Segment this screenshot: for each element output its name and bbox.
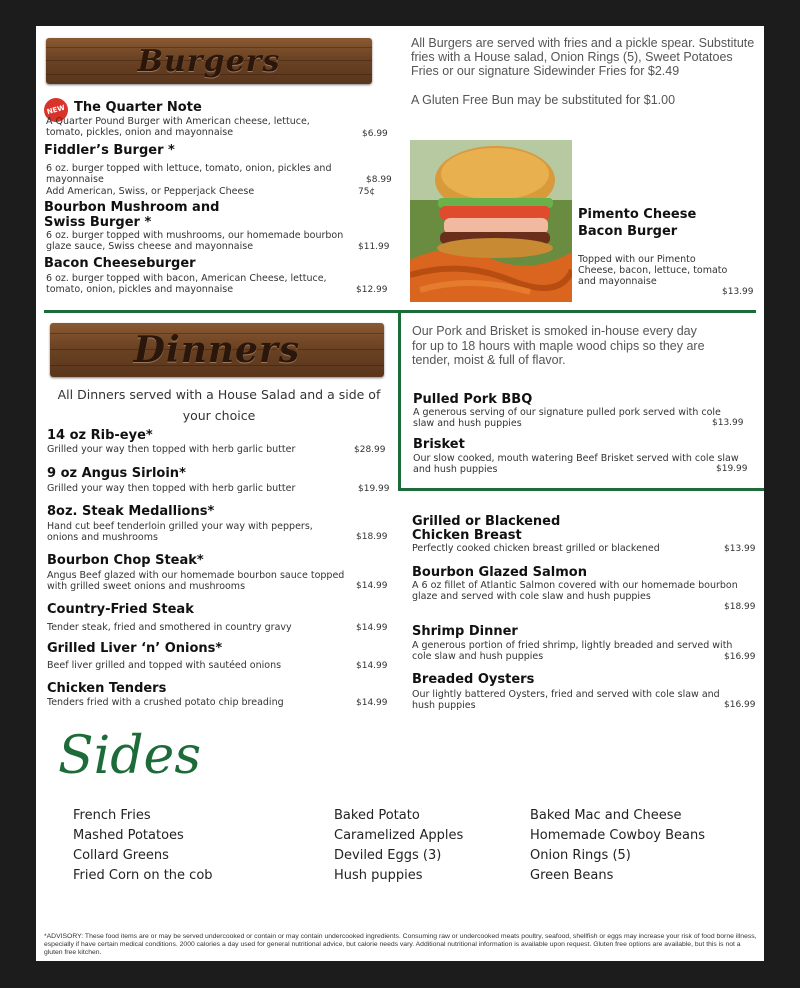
feature-burger-desc: Topped with our Pimento Cheese, bacon, lettuce, tomato and mayonnaise xyxy=(578,254,728,287)
side-item: Baked Mac and Cheese xyxy=(530,808,682,823)
burgers-intro: All Burgers are served with fries and a pickle spear. Substitute fries with a House salad, Onion Rings (5), Sweet Potatoes Fries or our signature Sidewinder Fries for $2.49 xyxy=(411,36,755,78)
dinners-intro: All Dinners served with a House Salad and a side of your choice xyxy=(57,387,381,423)
dinner-title-medallions: 8oz. Steak Medallions* xyxy=(47,504,215,519)
dinner-title-chicken-breast: Grilled or Blackened Chicken Breast xyxy=(412,514,561,543)
dinner-title-chicken-tenders: Chicken Tenders xyxy=(47,681,167,696)
dinner-price-oysters: $16.99 xyxy=(724,700,756,710)
dinner-title-sirloin: 9 oz Angus Sirloin* xyxy=(47,466,186,481)
side-item: Deviled Eggs (3) xyxy=(334,848,442,863)
side-item: French Fries xyxy=(73,808,151,823)
burger-price-quarter-note: $6.99 xyxy=(362,129,388,139)
dinner-desc-chop-steak: Angus Beef glazed with our homemade bourbon sauce topped with grilled sweet onions and mushrooms xyxy=(47,570,345,592)
dinner-desc-salmon: A 6 oz fillet of Atlantic Salmon covered with our homemade bourbon glaze and served with cole slaw and hush puppies xyxy=(412,580,738,602)
dinners-header: Dinners xyxy=(133,329,301,371)
burger-title-bourbon-mushroom: Bourbon Mushroom and Swiss Burger * xyxy=(44,200,220,230)
dinner-price-chicken-tenders: $14.99 xyxy=(356,698,388,708)
burger-addon-price: 75¢ xyxy=(358,187,376,197)
dinner-price-salmon: $18.99 xyxy=(724,602,756,612)
burger-desc-quarter-note: A Quarter Pound Burger with American cheese, lettuce, tomato, pickles, onion and mayonnaise xyxy=(46,116,310,138)
dinner-desc-country-fried: Tender steak, fried and smothered in country gravy xyxy=(47,622,292,633)
side-item: Homemade Cowboy Beans xyxy=(530,828,705,843)
bbq-desc-pulled-pork: A generous serving of our signature pulled pork served with cole slaw and hush puppies xyxy=(413,407,721,429)
dinner-desc-oysters: Our lightly battered Oysters, fried and served with cole slaw and hush puppies xyxy=(412,689,720,711)
burger-title-quarter-note: The Quarter Note xyxy=(74,100,202,115)
green-box-bottom-border xyxy=(398,488,764,491)
burger-desc-fiddlers: 6 oz. burger topped with lettuce, tomato, onion, pickles and mayonnaise xyxy=(46,163,332,185)
dinner-price-chop-steak: $14.99 xyxy=(356,581,388,591)
bbq-desc-brisket: Our slow cooked, mouth watering Beef Brisket served with cole slaw and hush puppies xyxy=(413,453,739,475)
side-item: Caramelized Apples xyxy=(334,828,464,843)
dinner-price-medallions: $18.99 xyxy=(356,532,388,542)
burger-price-bacon-cheeseburger: $12.99 xyxy=(356,285,388,295)
dinner-desc-liver-onions: Beef liver grilled and topped with sautéed onions xyxy=(47,660,282,671)
dinner-price-chicken-breast: $13.99 xyxy=(724,544,756,554)
side-item: Green Beans xyxy=(530,868,614,883)
burger-desc-bacon-cheeseburger: 6 oz. burger topped with bacon, American Cheese, lettuce, tomato, onion, pickles and mayonnaise xyxy=(46,273,327,295)
burger-price-bourbon-mushroom: $11.99 xyxy=(358,242,390,252)
dinners-header-plank xyxy=(50,323,384,377)
dinner-price-ribeye: $28.99 xyxy=(354,445,386,455)
bbq-title-brisket: Brisket xyxy=(413,437,465,452)
bbq-intro: Our Pork and Brisket is smoked in-house every day for up to 18 hours with maple wood chips so they are tender, moist & full of flavor. xyxy=(412,324,705,367)
menu-page xyxy=(36,26,764,961)
dinner-title-shrimp: Shrimp Dinner xyxy=(412,624,518,639)
dinner-price-shrimp: $16.99 xyxy=(724,652,756,662)
dinner-title-salmon: Bourbon Glazed Salmon xyxy=(412,565,587,580)
side-item: Onion Rings (5) xyxy=(530,848,631,863)
dinner-title-ribeye: 14 oz Rib-eye* xyxy=(47,428,153,443)
dinner-desc-chicken-breast: Perfectly cooked chicken breast grilled or blackened xyxy=(412,543,660,554)
dinner-price-sirloin: $19.99 xyxy=(358,484,390,494)
burger-title-bacon-cheeseburger: Bacon Cheeseburger xyxy=(44,256,196,271)
burgers-header-plank xyxy=(46,38,372,84)
burger-title-fiddlers: Fiddler’s Burger * xyxy=(44,143,175,158)
side-item: Fried Corn on the cob xyxy=(73,868,213,883)
dinner-desc-chicken-tenders: Tenders fried with a crushed potato chip breading xyxy=(47,697,284,708)
bbq-price-pulled-pork: $13.99 xyxy=(712,418,744,428)
burger-desc-bourbon-mushroom: 6 oz. burger topped with mushrooms, our homemade bourbon glaze sauce, Swiss cheese and mayonnaise xyxy=(46,230,344,252)
side-item: Collard Greens xyxy=(73,848,169,863)
new-badge-label: NEW xyxy=(46,103,66,117)
sides-col-3 xyxy=(530,808,705,888)
side-item: Baked Potato xyxy=(334,808,420,823)
sides-header: Sides xyxy=(58,726,201,786)
sides-col-2 xyxy=(334,808,463,888)
dinner-desc-shrimp: A generous portion of fried shrimp, lightly breaded and served with cole slaw and hush puppies xyxy=(412,640,733,662)
burger-photo xyxy=(410,140,572,302)
dinner-desc-medallions: Hand cut beef tenderloin grilled your way with peppers, onions and mushrooms xyxy=(47,521,313,543)
gluten-note: A Gluten Free Bun may be substituted for $1.00 xyxy=(411,93,676,107)
side-item: Mashed Potatoes xyxy=(73,828,184,843)
advisory-note: *ADVISORY: These food items are or may be served undercooked or contain or may contain undercooked ingredients. Consuming raw or undercooked meats poultry, seafood, shellfish or eggs may increase your risk of food borne illness, especially if have certain medical conditions. 2000 calories a day used for general nutritional advice, but calorie needs vary. Additional nutritional information is available upon request. Gluten free options are available, but this is not a gluten free kitchen. xyxy=(44,933,757,956)
dinner-price-liver-onions: $14.99 xyxy=(356,661,388,671)
feature-burger-title: Pimento Cheese Bacon Burger xyxy=(578,207,697,239)
burger-addon-cheese: Add American, Swiss, or Pepperjack Cheese xyxy=(46,186,255,197)
dinner-title-country-fried: Country-Fried Steak xyxy=(47,602,194,617)
dinner-price-country-fried: $14.99 xyxy=(356,623,388,633)
burger-price-fiddlers: $8.99 xyxy=(366,175,392,185)
dinner-desc-ribeye: Grilled your way then topped with herb garlic butter xyxy=(47,444,296,455)
feature-burger-price: $13.99 xyxy=(722,287,754,297)
side-item: Hush puppies xyxy=(334,868,423,883)
bbq-price-brisket: $19.99 xyxy=(716,464,748,474)
sides-col-1 xyxy=(73,808,213,888)
bbq-title-pulled-pork: Pulled Pork BBQ xyxy=(413,392,533,407)
burger-illustration xyxy=(410,140,572,302)
dinner-title-chop-steak: Bourbon Chop Steak* xyxy=(47,553,204,568)
dinner-title-liver-onions: Grilled Liver ‘n’ Onions* xyxy=(47,641,223,656)
burgers-header: Burgers xyxy=(137,43,281,79)
green-box-left-border xyxy=(398,313,401,491)
dinner-title-oysters: Breaded Oysters xyxy=(412,672,535,687)
dinner-desc-sirloin: Grilled your way then topped with herb garlic butter xyxy=(47,483,296,494)
